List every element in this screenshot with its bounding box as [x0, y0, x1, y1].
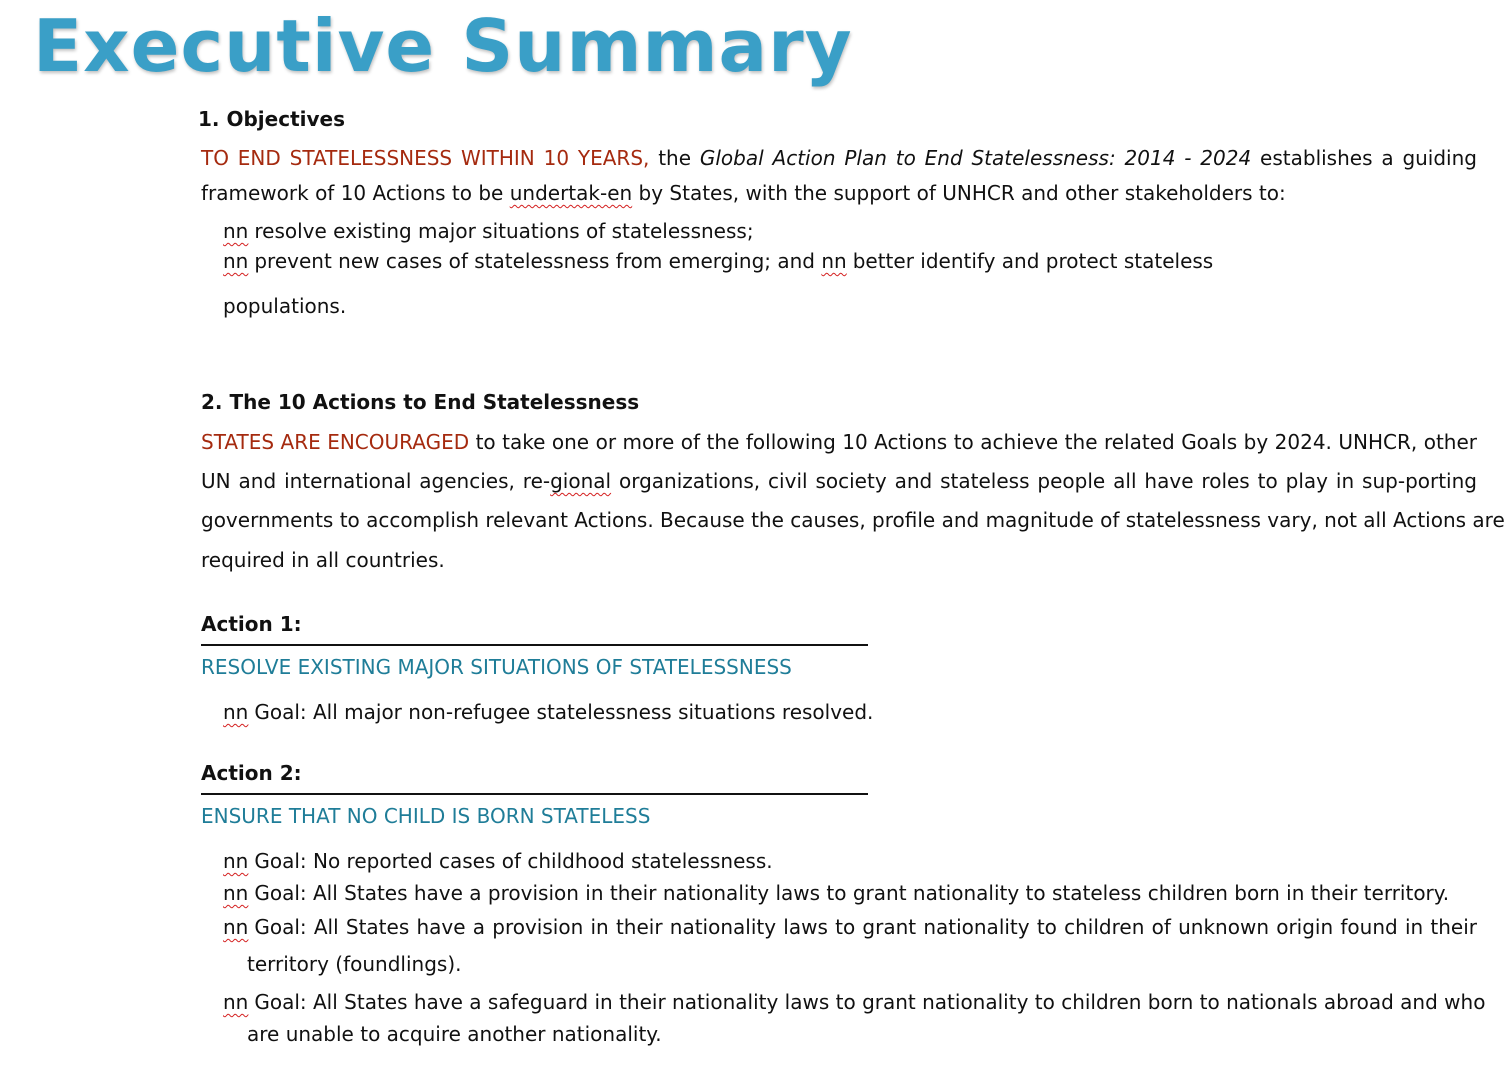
goal-continuation: territory (foundlings). — [247, 952, 462, 976]
text-span: the — [649, 146, 700, 170]
text-span: establishes a guiding — [1251, 146, 1477, 170]
actions-paragraph-line4: required in all countries. — [201, 548, 445, 572]
action-1-subtitle: RESOLVE EXISTING MAJOR SITUATIONS OF STATELESSNESS — [201, 655, 792, 679]
text-span: to take one or more of the following 10 Actions to achieve the related Goals by 2024. UNHCR, other — [469, 430, 1477, 454]
actions-paragraph-line1 — [201, 430, 1477, 454]
list-item-text: prevent new cases of statelessness from emerging; and — [254, 249, 815, 273]
text-span: organizations, civil society and stateless people all have roles to play in sup-porting — [611, 469, 1477, 493]
goal-text: Goal: All States have a provision in their nationality laws to grant nationality to children of unknown origin found in their — [254, 915, 1477, 939]
bullet-mark[interactable]: nn — [223, 915, 249, 939]
action-1-label: Action 1: — [201, 612, 302, 636]
bullet-mark[interactable]: nn — [223, 881, 249, 905]
goal-text: Goal: All major non-refugee statelessness situations resolved. — [254, 700, 874, 724]
bullet-mark[interactable]: nn — [223, 990, 249, 1014]
highlight-lead: TO END STATELESSNESS WITHIN 10 YEARS, — [201, 146, 650, 170]
objectives-paragraph-line1 — [201, 146, 1477, 170]
goal-text: Goal: No reported cases of childhood statelessness. — [254, 849, 773, 873]
page-title: Executive Summary — [33, 4, 853, 88]
text-span: by States, with the support of UNHCR and other stakeholders to: — [632, 181, 1286, 205]
list-item — [223, 849, 773, 873]
misspelled-word[interactable]: gional — [550, 469, 612, 493]
list-item — [223, 990, 1486, 1014]
divider — [201, 644, 868, 646]
list-item — [223, 881, 1449, 905]
objectives-paragraph-line2 — [201, 181, 1286, 205]
list-item-continuation: populations. — [223, 294, 347, 318]
divider — [201, 793, 868, 795]
section-heading-objectives: 1. Objectives — [198, 107, 345, 131]
list-item — [223, 700, 873, 724]
list-item-text: better identify and protect stateless — [852, 249, 1214, 273]
goal-text: Goal: All States have a safeguard in their nationality laws to grant nationality to children born to nationals abroad and who — [254, 990, 1486, 1014]
plan-title: Global Action Plan to End Statelessness: 2014 - 2024 — [699, 146, 1252, 170]
text-span: framework of 10 Actions to be — [201, 181, 510, 205]
bullet-mark[interactable]: nn — [223, 249, 249, 273]
list-item — [223, 249, 1213, 273]
goal-continuation: are unable to acquire another nationality. — [247, 1022, 662, 1046]
bullet-mark[interactable]: nn — [223, 219, 249, 243]
list-item — [223, 915, 1477, 939]
actions-paragraph-line2 — [201, 469, 1477, 493]
list-item — [223, 219, 754, 243]
section-heading-actions: 2. The 10 Actions to End Statelessness — [201, 390, 640, 414]
highlight-lead: STATES ARE ENCOURAGED — [201, 430, 470, 454]
bullet-mark[interactable]: nn — [821, 249, 847, 273]
action-2-label: Action 2: — [201, 761, 302, 785]
bullet-mark[interactable]: nn — [223, 700, 249, 724]
bullet-mark[interactable]: nn — [223, 849, 249, 873]
actions-paragraph-line3: governments to accomplish relevant Actions. Because the causes, profile and magnitude of statelessness vary, not all Actions are — [201, 508, 1505, 532]
goal-text: Goal: All States have a provision in their nationality laws to grant nationality to stateless children born in their territory. — [254, 881, 1450, 905]
action-2-subtitle: ENSURE THAT NO CHILD IS BORN STATELESS — [201, 804, 651, 828]
list-item-text: resolve existing major situations of statelessness; — [254, 219, 754, 243]
text-span: UN and international agencies, re- — [201, 469, 551, 493]
misspelled-word[interactable]: undertak-en — [509, 181, 633, 205]
